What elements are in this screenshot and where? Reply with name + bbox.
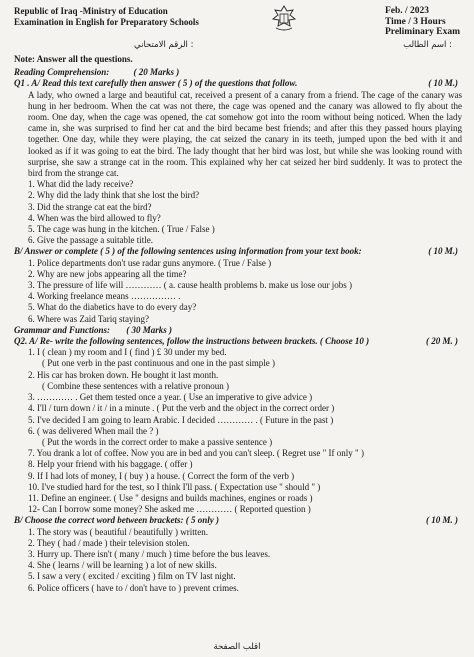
list-item: 2. Why did the lady think that she lost the bird? [28,190,200,201]
iraq-emblem-icon [271,4,297,34]
instruction: ( Put one verb in the past continuous and one in the past simple ) [42,358,275,369]
list-item: 10. I've studied hard for the test, so I think I'll pass. ( Expectation use " should " ) [28,481,321,492]
list-item: 3. The pressure of life will ………… ( a. cause health problems b. make us lose our jobs ) [28,280,353,291]
list-item: 3. ………… . Get them tested once a year. ( Use an imperative to give advice ) [28,392,313,403]
list-item: 4. When was the bird allowed to fly? [28,212,161,223]
instruction: ( Put the words in the correct order to make a passive sentence ) [42,436,273,447]
q1b-prompt: B/ Answer or complete ( 5 ) of the following sentences using information from your text book: ( 10 M.) [14,246,458,257]
q2a-items [14,347,462,515]
q1a-prompt: Q1 . A/ Read this text carefully then answer ( 5 ) of the questions that follow. ( 10 M.) [14,78,458,89]
student-name-label: اسم الطالب : [403,40,452,50]
list-item: 6. Give the passage a suitable title. [28,235,153,246]
list-item: 2. Why are new jobs appearing all the time? [28,268,187,279]
q2b-prompt: B/ Choose the correct word between brackets: ( 5 only ) ( 10 M. ) [14,515,458,526]
list-item: 6. ( was delivered When mail the ? ) [28,425,159,436]
list-item: 3. Did the strange cat eat the bird? [28,201,152,212]
exam-title-line: Examination in English for Preparatory Schools [14,16,199,27]
list-item: 7. You drank a lot of coffee. Now you are in bed and you can't sleep. ( Regret use " If only " ) [28,448,364,459]
list-item: 5. The cage was hung in the kitchen. ( True / False ) [28,224,215,235]
q1a-questions [14,179,462,246]
q2b-items [14,527,462,594]
list-item: 1. What did the lady receive? [28,179,134,190]
list-item: 4. Working freelance means …………… . [28,291,181,302]
list-item: 4. She ( learns / will be learning ) a lot of new skills. [28,560,217,571]
grammar-section-title: Grammar and Functions: ( 30 Marks ) [14,324,173,335]
list-item: 1. Police departments don't use radar guns anymore. ( True / False ) [28,257,272,268]
list-item: 6. Police officers ( have to / don't have to ) prevent crimes. [28,582,239,593]
list-item: 12- Can I borrow some money? She asked me ………… ( Reported question ) [28,504,311,515]
list-item: 4. I'll / turn down / it / in a minute . ( Put the verb and the object in the correct order ) [28,403,335,414]
list-item: 1. I ( clean ) my room and I ( find ) £ 30 under my bed. [28,347,227,358]
list-item: 5. I've decided I am going to learn Arabic. I decided ………… . ( Future in the past ) [28,414,334,425]
grammar-marks: ( 30 Marks ) [126,324,173,335]
exam-number-label: الرقم الامتحاني : [134,40,194,50]
list-item: 11. Define an engineer. ( Use " designs and builds machines, engines or roads ) [28,492,313,503]
instruction: ( Combine these sentences with a relative pronoun ) [42,380,229,391]
reading-marks: ( 20 Marks ) [133,67,180,78]
exam-type: Preliminary Exam [384,27,460,37]
list-item: 2. They ( had / made ) their television stolen. [28,537,190,548]
exam-time: Time / 3 Hours [384,16,446,27]
list-item: 6. Where was Zaid Tariq staying? [28,313,149,324]
header-right [385,6,460,38]
q1b-marks: ( 10 M.) [428,246,458,257]
turn-page-footer: اقلب الصفحة [213,642,261,652]
list-item: 8. Help your friend with his baggage. ( offer ) [28,459,193,470]
list-item: 3. Hurry up. There isn't ( many / much ) time before the bus leaves. [28,548,271,559]
reading-section-title: Reading Comprehension: ( 20 Marks ) [14,67,180,78]
q1b-items [14,258,462,325]
list-item: 2. His car has broken down. He bought it last month. [28,369,219,380]
exam-header [14,4,462,54]
ministry-line: Republic of Iraq -Ministry of Education [14,6,168,16]
list-item: 1. The story was ( beautiful / beautifully ) written. [28,526,209,537]
header-left [14,6,199,27]
q1a-marks: ( 10 M.) [428,78,458,89]
list-item: 9. If I had lots of money, I ( buy ) a house. ( Correct the form of the verb ) [28,470,295,481]
q2a-marks: ( 20 M. ) [426,336,458,347]
note-line: Note: Answer all the questions. [14,54,133,64]
list-item: 5. What do the diabetics have to do every day? [28,302,197,313]
list-item: 5. I saw a very ( excited / exciting ) film on TV last night. [28,571,236,582]
q2b-marks: ( 10 M. ) [426,515,458,526]
reading-passage: A lady, who owned a large and beautiful cat, received a present of a canary from a friend. The cage of the canary was hung in her bedroom. When the cat was not there, the cage was opened and the canary was allowed to fly about the room. One day, when the cage was opened, the cat somehow got into the room without being noticed. When the lady came in, she was surprised to find her cat and the bird became best friends; and after this they passed hours playing together. One day, while they were playing, the cat seized the canary in its teeth, jumped upon the bed with it and looked as if it was going to eat the bird. The lady thought that her bird was lost, but while she was looking round with surprise, she saw a strange cat in the room. This explained why her cat seized her bird suddenly. It was to protect the bird from the strange cat. [28,89,462,179]
exam-date: Feb. / 2023 [384,6,430,16]
q2a-prompt: Q2. A/ Re- write the following sentences, follow the instructions between brackets. ( Choose 10 ) ( 20 M. ) [14,336,458,347]
